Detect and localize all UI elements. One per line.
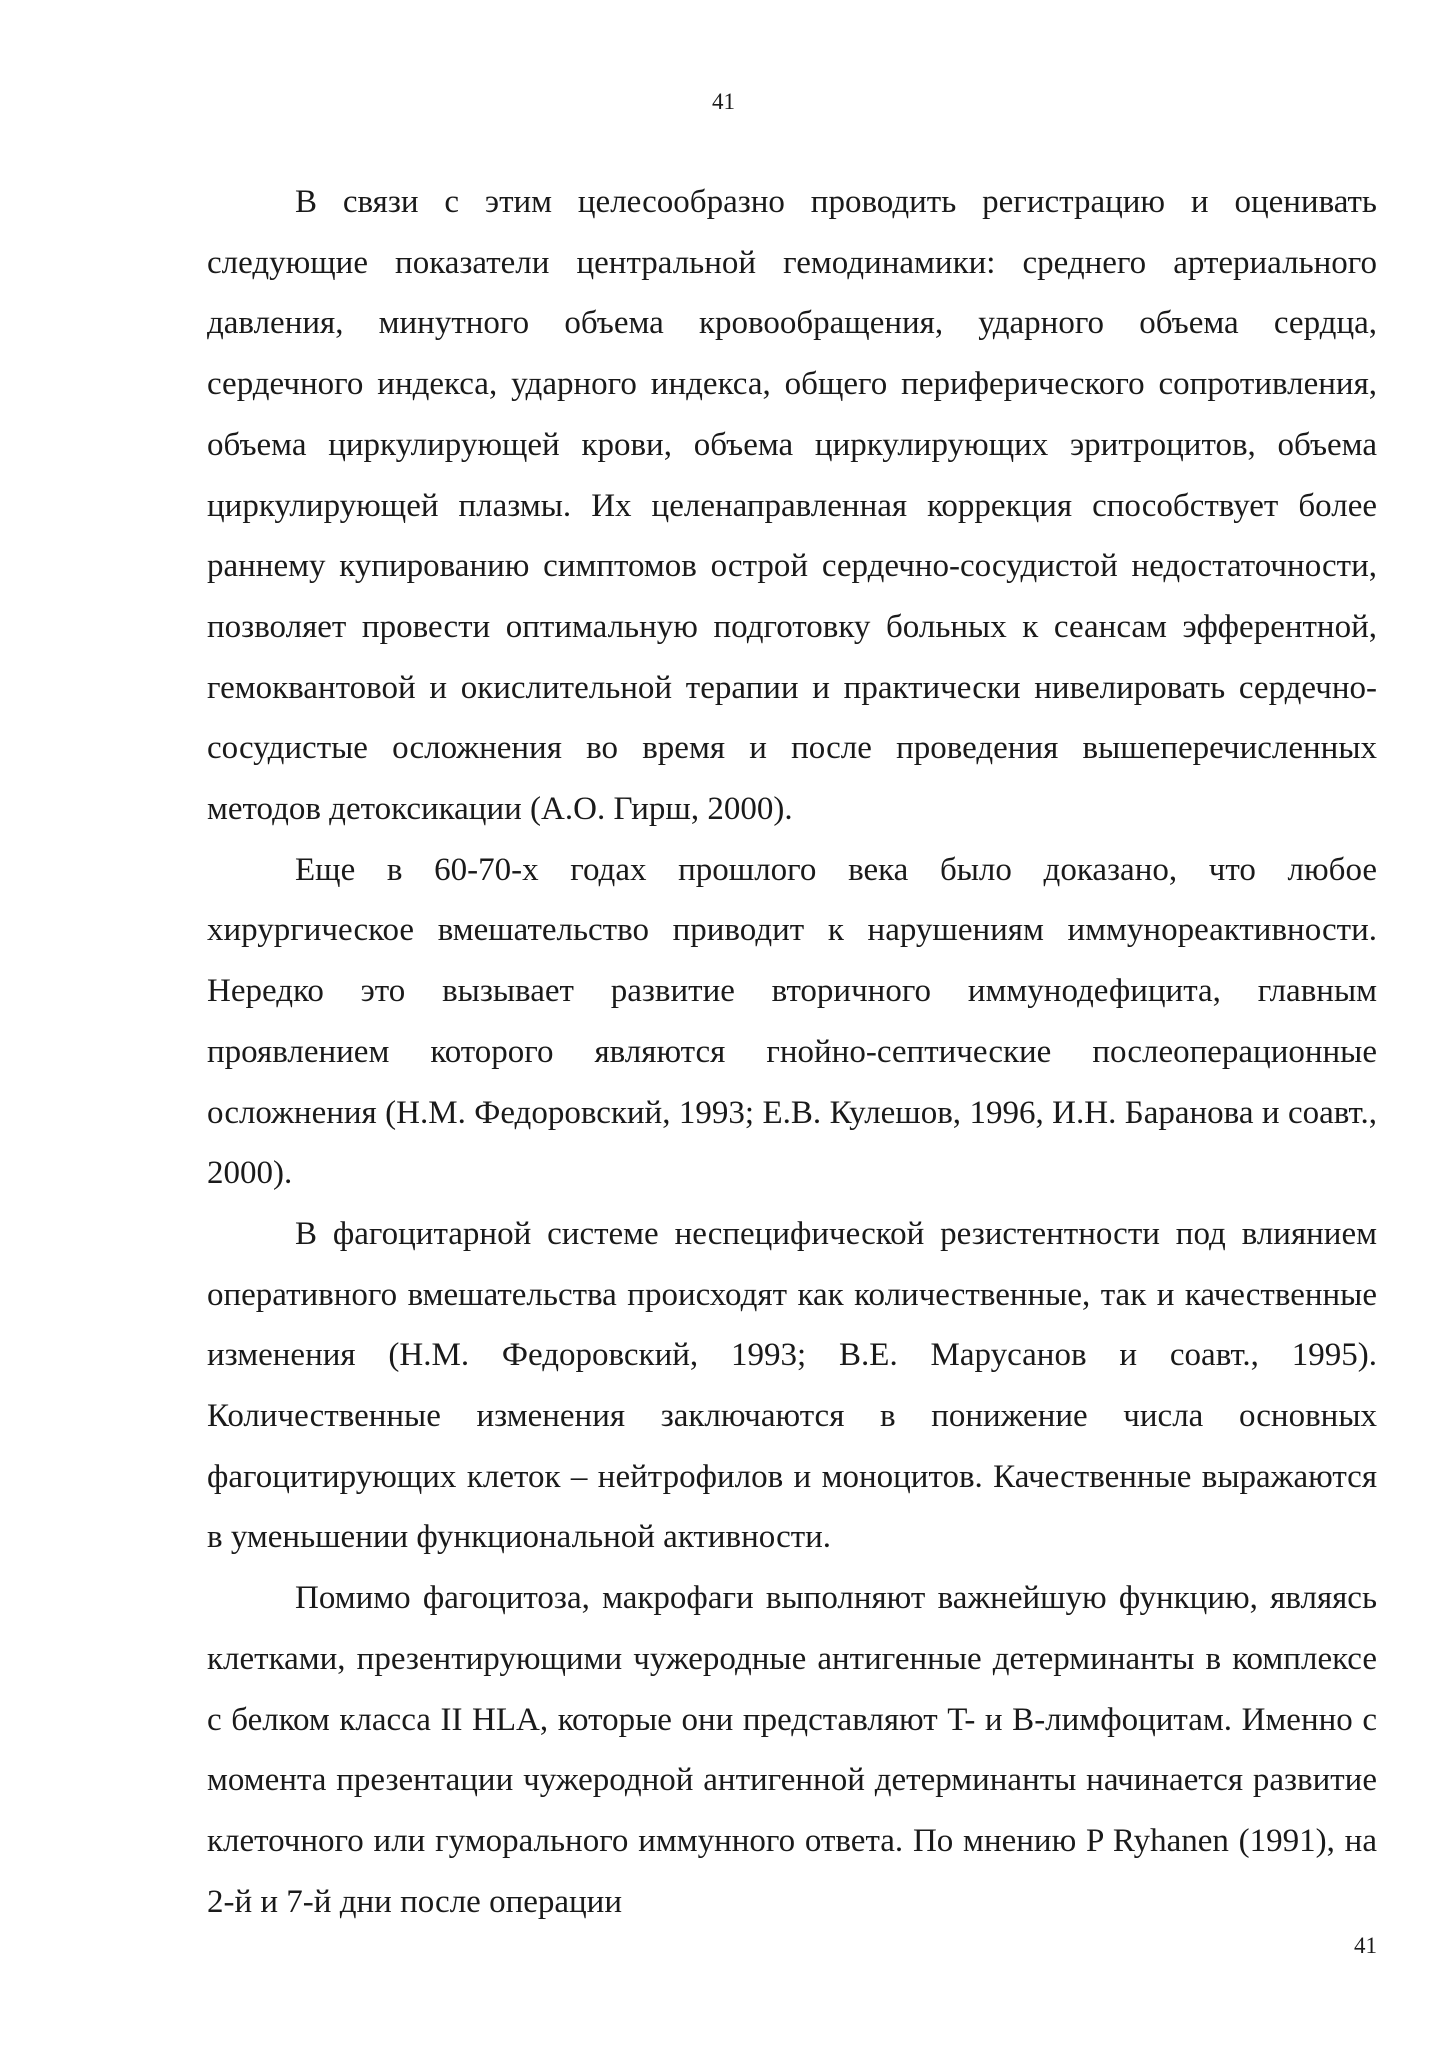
- paragraph-phagocytic-system: В фагоцитарной системе неспецифической резистентности под влиянием оперативного вмешательства происходят как количественные, так и качественные изменения (Н.М. Федоровский, 1993; В.Е. Марусанов и соавт., 1995). Количественные изменения заключаются в понижение числа основных фагоцитирующих клеток – нейтрофилов и моноцитов. Качественные выражаются в уменьшении функциональной активности.: [207, 1215, 1377, 1556]
- page-number-bottom: 41: [1354, 1933, 1377, 1958]
- paragraph-immunoreactivity: Еще в 60-70-х годах прошлого века было доказано, что любое хирургическое вмешательство приводит к нарушениям иммунореактивности. Нередко это вызывает развитие вторичного иммунодефицита, главным проявлением которого являются гнойно-септические послеоперационные осложнения (Н.М. Федоровский, 1993; Е.В. Кулешов, 1996, И.Н. Баранова и соавт., 2000).: [207, 851, 1377, 1192]
- paragraph-macrophages: Помимо фагоцитоза, макрофаги выполняют важнейшую функцию, являясь клетками, презентирующими чужеродные антигенные детерминанты в комплексе с белком класса II HLA, которые они представляют T- и B-лимфоцитам. Именно с момента презентации чужеродной антигенной детерминанты начинается развитие клеточного или гуморального иммунного ответа. По мнению P Ryhanen (1991), на 2-й и 7-й дни после операции: [207, 1580, 1377, 1920]
- body-text: [207, 172, 1377, 1932]
- paragraph-hemodynamics: В связи с этим целесообразно проводить регистрацию и оценивать следующие показатели центральной гемодинамики: среднего артериального давления, минутного объема кровообращения, ударного объема сердца, сердечного индекса, ударного индекса, общего периферического сопротивления, объема циркулирующей крови, объема циркулирующих эритроцитов, объема циркулирующей плазмы. Их целенаправленная коррекция способствует более раннему купированию симптомов острой сердечно-сосудистой недостаточности, позволяет провести оптимальную подготовку больных к сеансам эфферентной, гемоквантовой и окислительной терапии и практически нивелировать сердечно-сосудистые осложнения во время и после проведения вышеперечисленных методов детоксикации (А.О. Гирш, 2000).: [207, 184, 1377, 828]
- page-number-top: 41: [712, 89, 735, 114]
